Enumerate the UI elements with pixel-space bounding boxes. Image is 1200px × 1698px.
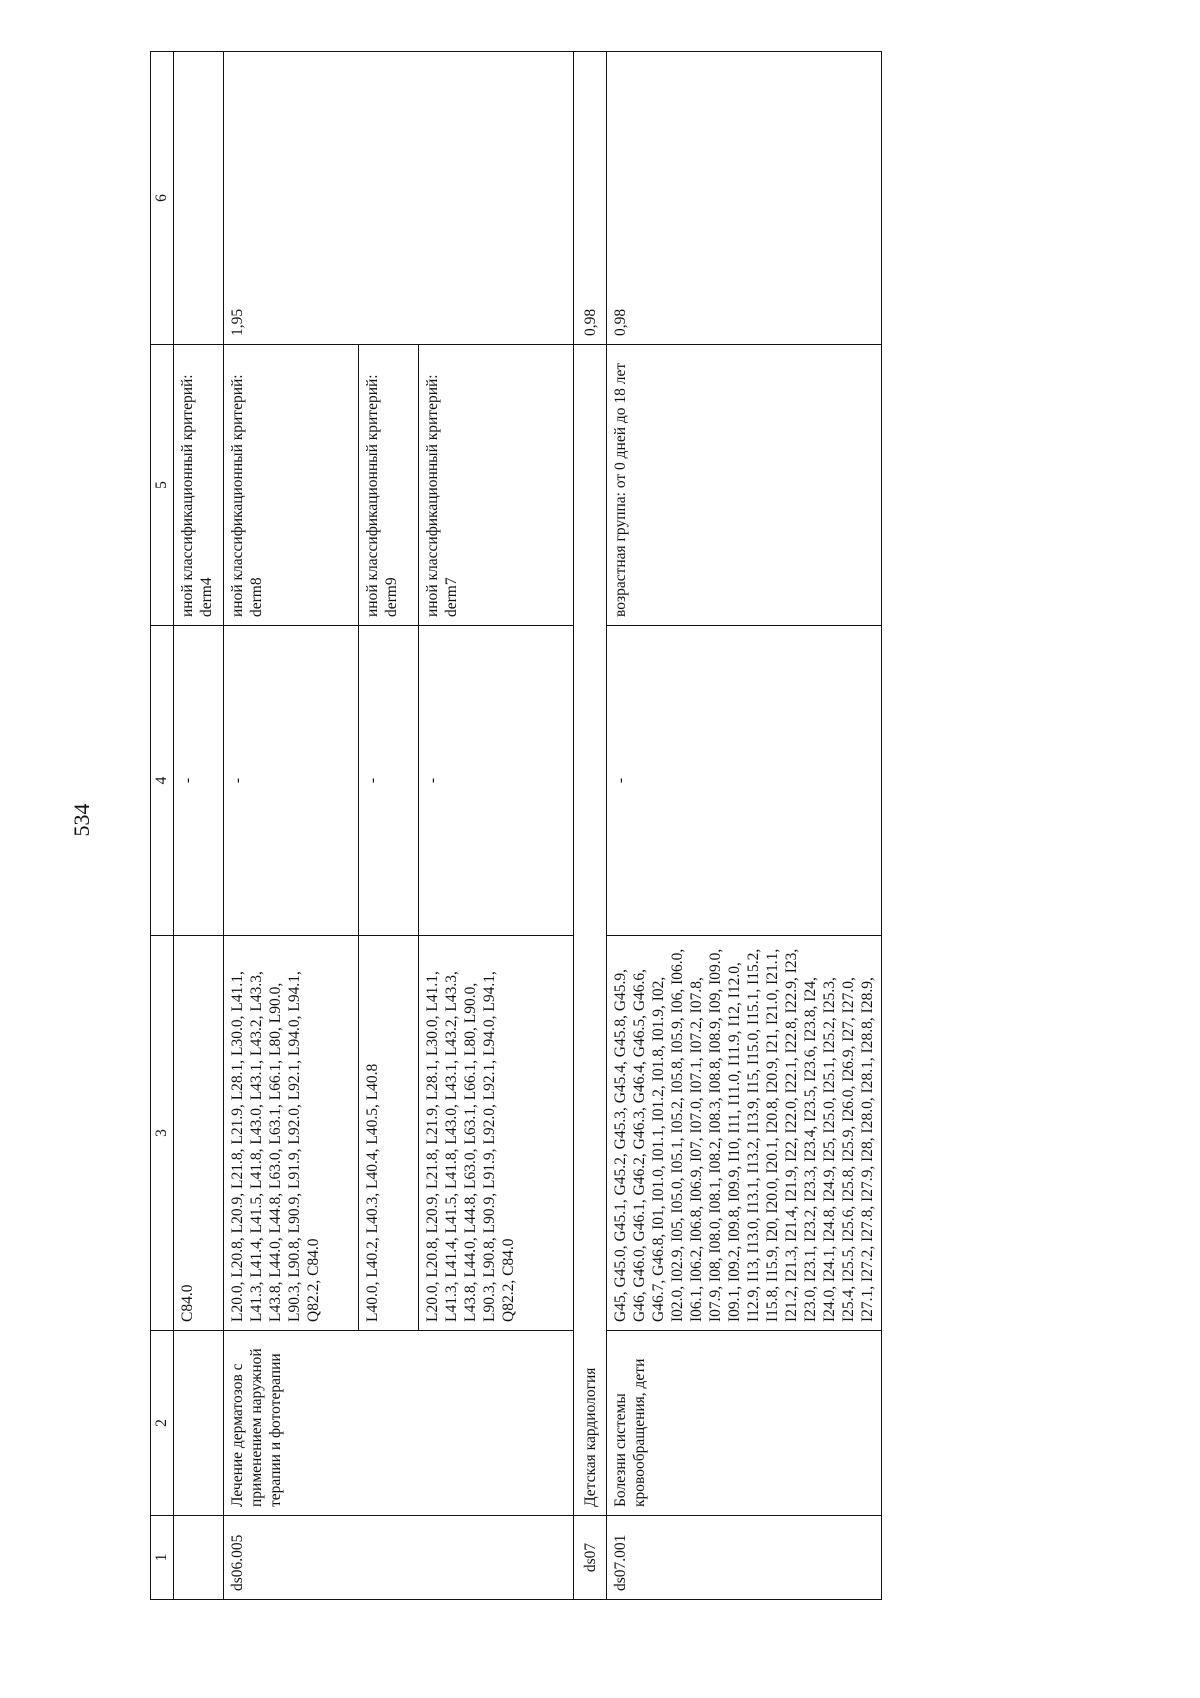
header-col-5: 5 — [151, 345, 174, 626]
cell-criterion: иной классификационный критерий: derm8 — [224, 345, 359, 626]
header-col-4: 4 — [151, 626, 174, 936]
cell-diagnoses: G45, G45.0, G45.1, G45.2, G45.3, G45.4, G45.8, G45.9, G46, G46.0, G46.1, G46.2, G46.3, G46.4, G46.5, G46.6, G46.7, G46.8, I01, I01.0, I01.1, I01.2, I01.8, I01.9, I02, I02.0, I02.9, I05, I05.0, I05.1, I05.2, I05.8, I05.9, I06, I06.0, I06.1, I06.2, I06.8, I06.9, I07, I07.0, I07.1, I07.2, I07.8, I07.9, I08, I08.0, I08.1, I08.2, I08.3, I08.8, I08.9, I09, I09.0, I09.1, I09.2, I09.8, I09.9, I10, I11, I11.0, I11.9, I12, I12.0, I12.9, I13, I13.0, I13.1, I13.2, I13.9, I15, I15.0, I15.1, I15.2, I15.8, I15.9, I20, I20.0, I20.1, I20.8, I20.9, I21, I21.0, I21.1, I21.2, I21.3, I21.4, I21.9, I22, I22.0, I22.1, I22.8, I22.9, I23, I23.0, I23.1, I23.2, I23.3, I23.4, I23.5, I23.6, I23.8, I24, I24.0, I24.1, I24.8, I24.9, I25, I25.0, I25.1, I25.2, I25.3, I25.4, I25.5, I25.6, I25.8, I25.9, I26.0, I26.9, I27, I27.0, I27.1, I27.2, I27.8, I27.9, I28, I28.0, I28.1, I28.8, I28.9, — [607, 936, 882, 1331]
cell-criterion: иной классификационный критерий: derm9 — [359, 345, 419, 626]
header-col-1: 1 — [151, 1516, 174, 1600]
cell-diagnoses: L40.0, L40.2, L40.3, L40.4, L40.5, L40.8 — [359, 936, 419, 1331]
cell-name — [174, 1331, 224, 1516]
cell-coefficient: 0,98 — [607, 52, 882, 345]
cell-criterion: иной классификационный критерий: derm7 — [419, 345, 574, 626]
header-row — [151, 52, 174, 1600]
cell-diagnoses: C84.0 — [174, 936, 224, 1331]
cell-code: ds07 — [574, 1516, 607, 1600]
cell-criterion: иной классификационный критерий: derm4 — [174, 345, 224, 626]
page-number: 534 — [69, 803, 94, 837]
cell-code: ds07.001 — [607, 1516, 882, 1600]
table-row — [174, 52, 224, 1600]
cell-diagnoses: L20.0, L20.8, L20.9, L21.8, L21.9, L28.1, L30.0, L41.1, L41.3, L41.4, L41.5, L41.8, L43.0, L43.1, L43.2, L43.3, L43.8, L44.0, L44.8, L63.0, L63.1, L66.1, L80, L90.0, L90.3, L90.8, L90.9, L91.9, L92.0, L92.1, L94.0, L94.1, Q82.2, C84.0 — [224, 936, 359, 1331]
header-col-6: 6 — [151, 52, 174, 345]
cell-diagnoses: L20.0, L20.8, L20.9, L21.8, L21.9, L28.1, L30.0, L41.1, L41.3, L41.4, L41.5, L41.8, L43.0, L43.1, L43.2, L43.3, L43.8, L44.0, L44.8, L63.0, L63.1, L66.1, L80, L90.0, L90.3, L90.8, L90.9, L91.9, L92.0, L92.1, L94.0, L94.1, Q82.2, C84.0 — [419, 936, 574, 1331]
cell-coefficient: 1,95 — [224, 52, 574, 345]
table-row — [224, 52, 359, 1600]
cell-code: ds06.005 — [224, 1516, 574, 1600]
section-row — [574, 52, 607, 1600]
cell-col4: - — [607, 626, 882, 936]
cell-coefficient — [174, 52, 224, 345]
cell-code — [174, 1516, 224, 1600]
tariff-table — [150, 51, 882, 1600]
cell-coefficient: 0,98 — [574, 52, 607, 345]
cell-col4: - — [174, 626, 224, 936]
cell-name: Лечение дерматозов с применением наружной терапии и фототерапии — [224, 1331, 574, 1516]
cell-col4: - — [359, 626, 419, 936]
cell-col4: - — [224, 626, 359, 936]
cell-section-name: Детская кардиология — [574, 345, 607, 1516]
table-row — [607, 52, 882, 1600]
cell-name: Болезни системы кровообращения, дети — [607, 1331, 882, 1516]
cell-criterion: возрастная группа: от 0 дней до 18 лет — [607, 345, 882, 626]
rotated-table-container — [150, 52, 1100, 1600]
cell-col4: - — [419, 626, 574, 936]
header-col-2: 2 — [151, 1331, 174, 1516]
header-col-3: 3 — [151, 936, 174, 1331]
